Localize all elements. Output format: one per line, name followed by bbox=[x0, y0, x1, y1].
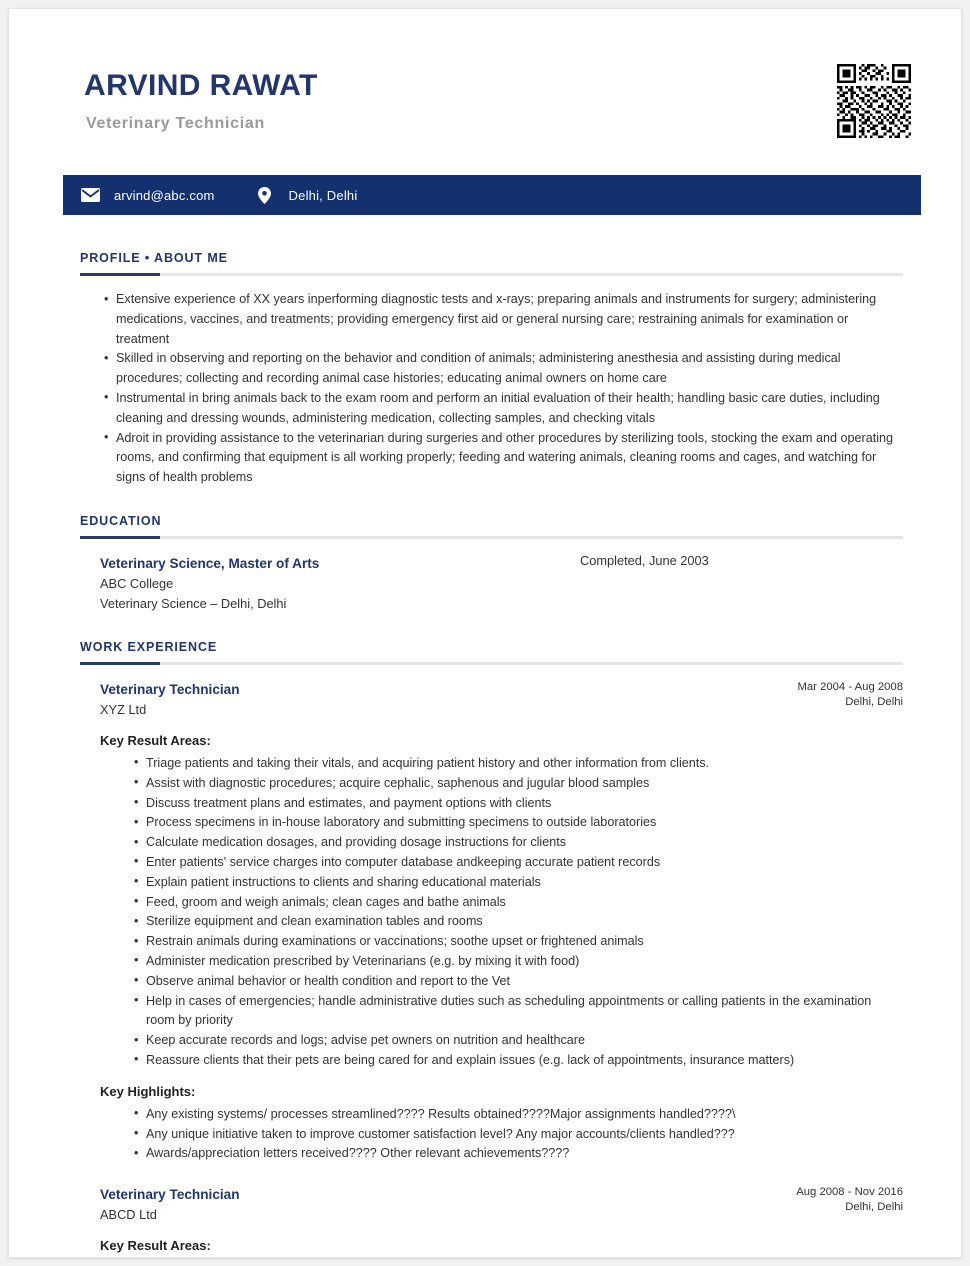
list-item: • Feed, groom and weigh animals; clean cages and bathe animals bbox=[132, 893, 903, 913]
list-item: • Assist with diagnostic procedures; acquire cephalic, saphenous and jugular blood samples bbox=[132, 774, 903, 794]
list-item: • Explain patient instructions to clients and sharing educational materials bbox=[132, 873, 903, 893]
job-title: Veterinary Technician bbox=[100, 1187, 240, 1203]
job-dates: Aug 2008 - Nov 2016 bbox=[796, 1186, 903, 1199]
work-entry bbox=[80, 1184, 903, 1253]
profile-bullet-list bbox=[80, 290, 903, 488]
contact-location-text: Delhi, Delhi bbox=[288, 187, 358, 203]
key-result-areas-label: Key Result Areas: bbox=[100, 1238, 211, 1254]
key-highlights-label: Key Highlights: bbox=[100, 1083, 196, 1099]
list-item: • Keep accurate records and logs; advise pet owners on nutrition and healthcare bbox=[132, 1031, 903, 1051]
list-item: • Any existing systems/ processes streamlined???? Results obtained????Major assignments handled????\ bbox=[132, 1105, 903, 1125]
list-item: • Help in cases of emergencies; handle administrative duties such as scheduling appointments or calling patients in the examination room by priority bbox=[132, 992, 903, 1032]
list-item: • Sterilize equipment and clean examination tables and rooms bbox=[132, 912, 903, 932]
list-item: • Skilled in observing and reporting on the behavior and condition of animals; administering anesthesia and assisting during medical procedures; collecting and recording animal case histories; educating animal owners on home care bbox=[102, 349, 903, 389]
job-dates: Mar 2004 - Aug 2008 bbox=[797, 680, 903, 693]
section-title-profile: PROFILE • ABOUT ME bbox=[80, 251, 228, 265]
section-title-education: EDUCATION bbox=[80, 513, 162, 528]
contact-location[interactable] bbox=[252, 175, 358, 215]
list-item: • Awards/appreciation letters received???? Other relevant achievements???? bbox=[132, 1144, 903, 1164]
job-title: Veterinary Technician bbox=[100, 681, 240, 697]
key-result-areas-label: Key Result Areas: bbox=[100, 732, 211, 748]
map-pin-icon bbox=[252, 187, 278, 204]
list-item: • Restrain animals during examinations or vaccinations; soothe upset or frightened animals bbox=[132, 932, 903, 952]
list-item: • Observe animal behavior or health condition and report to the Vet bbox=[132, 972, 903, 992]
section-divider bbox=[80, 536, 903, 539]
section-divider bbox=[80, 273, 903, 276]
job-location: Delhi, Delhi bbox=[845, 695, 903, 708]
education-degree: Veterinary Science, Master of Arts bbox=[100, 555, 320, 571]
section-title-work: WORK EXPERIENCE bbox=[80, 639, 218, 654]
education-institution: ABC College bbox=[100, 575, 174, 591]
list-item: • Enter patients' service charges into computer database andkeeping accurate patient records bbox=[132, 853, 903, 873]
resume-body bbox=[9, 215, 961, 1258]
list-item: • Instrumental in bring animals back to the exam room and perform an initial evaluation of their health; handling basic care duties, including cleaning and dressing wounds, administering medication, collecting samples, and checking vitals bbox=[102, 389, 903, 429]
resume-page bbox=[8, 8, 962, 1258]
work-entry bbox=[80, 679, 903, 1164]
list-item: • Triage patients and taking their vitals, and acquiring patient history and other information from clients. bbox=[132, 754, 903, 774]
envelope-icon bbox=[77, 188, 103, 202]
list-item: • Calculate medication dosages, and providing dosage instructions for clients bbox=[132, 833, 903, 853]
education-status: Completed, June 2003 bbox=[580, 552, 709, 568]
qr-code-icon bbox=[834, 61, 914, 141]
list-item: • Extensive experience of XX years inperforming diagnostic tests and x-rays; preparing animals and instruments for surgery; administering medications, vaccines, and treatments; providing emergency first aid or general nursing care; restraining animals for examination or treatment bbox=[102, 290, 903, 349]
key-result-areas-list bbox=[100, 754, 903, 1071]
section-work-experience bbox=[9, 640, 961, 1253]
contact-email[interactable] bbox=[77, 175, 215, 215]
section-education bbox=[9, 514, 961, 614]
resume-header bbox=[9, 9, 961, 132]
contact-email-text: arvind@abc.com bbox=[114, 187, 215, 203]
list-item: • Discuss treatment plans and estimates, and payment options with clients bbox=[132, 794, 903, 814]
key-highlights-list bbox=[100, 1105, 903, 1164]
contact-bar bbox=[63, 175, 921, 215]
list-item: • Any unique initiative taken to improve customer satisfaction level? Any major accounts/clients handled??? bbox=[132, 1125, 903, 1145]
job-company: ABCD Ltd bbox=[100, 1207, 157, 1223]
list-item: • Process specimens in in-house laboratory and submitting specimens to outside laboratories bbox=[132, 813, 903, 833]
job-title-subtitle: Veterinary Technician bbox=[86, 115, 265, 132]
list-item: • Adroit in providing assistance to the veterinarian during surgeries and other procedures by sterilizing tools, stocking the exam and operating rooms, and confirming that equipment is all working properly; feeding and watering animals, cleaning rooms and cages, and watching for signs of health problems bbox=[102, 429, 903, 488]
education-entry bbox=[80, 553, 903, 614]
section-profile bbox=[9, 251, 961, 488]
job-location: Delhi, Delhi bbox=[845, 1201, 903, 1214]
education-field-location: Veterinary Science – Delhi, Delhi bbox=[100, 595, 287, 611]
job-company: XYZ Ltd bbox=[100, 701, 147, 717]
section-divider bbox=[80, 662, 903, 665]
list-item: • Administer medication prescribed by Veterinarians (e.g. by mixing it with food) bbox=[132, 952, 903, 972]
page-title: ARVIND RAWAT bbox=[84, 69, 318, 102]
list-item: • Reassure clients that their pets are being cared for and explain issues (e.g. lack of appointments, insurance matters) bbox=[132, 1051, 903, 1071]
